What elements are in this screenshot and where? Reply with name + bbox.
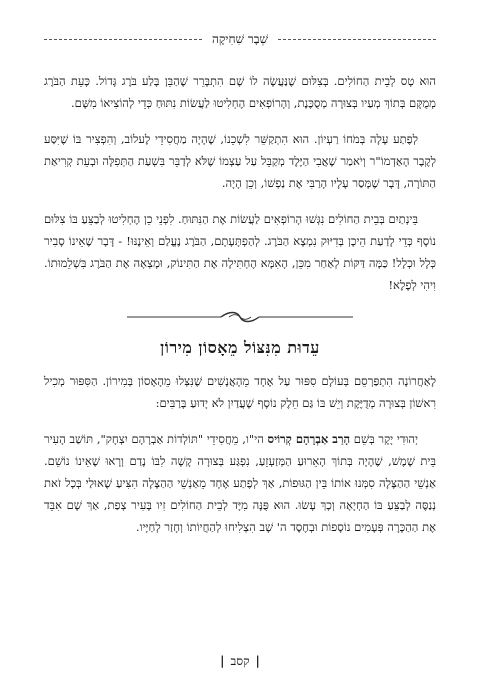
running-head bbox=[44, 30, 436, 48]
paragraph-last bbox=[44, 428, 436, 538]
running-head-title: שְׁבָר שִׁחִיקָה bbox=[211, 31, 269, 46]
paragraph-last-after-name: הי"ו, מֵחֲסִידֵי "תּוֹלְדוֹת אַבְרָהָם יִצְחָק", תּוֹשַׁב הָעִיר בֵּית שֶׁמֶשׁ, שֶׁהָיָה בְּתוֹךְ הָאֵרוּעַ הַמְּזַעְזֵעַ, נִפְגַּע בְּצוּרָה קָשָׁה לִבּוֹ נָדַם וְרָאוּ שֶׁאֵינוֹ נוֹשֵׁם. אַנְשֵׁי הַהַצָּלָה סִמְּנוּ אוֹתוֹ בֵּין הַגּוּפוֹת, אַךְ לְפֶתַע אֶחָד מֵאַנְשֵׁי הַהַצָּלָה הִצִּיעַ שֶׁאוּלַי בְּכָל זֹאת נְנַסֶּה לְבַצֵּעַ בּוֹ הַחְיָאָה וְכָךְ עָשׂוּ. הוּא פֻּנָּה מִיָּד לְבֵית הַחוֹלִים זִיו בָּעִיר צְפַת, אַךְ שָׁם אִבֵּד אֶת הַהַכָּרָה פְּעָמִים נוֹסָפוֹת וּבְחֶסֶד ה' שָׁב הִצְלִיחוּ לְהַחֲיוֹתוֹ וְחָזַר לְחַיָּיו. bbox=[44, 432, 436, 534]
page-number: קסב bbox=[230, 654, 250, 668]
running-head-rule-right bbox=[278, 39, 436, 40]
running-head-rule-left bbox=[44, 39, 202, 40]
footer-bar-right: | bbox=[255, 654, 260, 668]
person-name: הָרַב אַבְרָהָם קְרוֹיס bbox=[267, 432, 351, 446]
page-footer bbox=[0, 654, 480, 669]
footer-bar-left: | bbox=[220, 654, 225, 668]
paragraph-last-before-name: יְהוּדִי יָקָר בְּשֵׁם bbox=[350, 432, 419, 446]
section-divider-ornament bbox=[84, 310, 396, 324]
section-title: עֵדוּת מִנִּצּוֹל מֵאָסוֹן מִירוֹן bbox=[160, 338, 320, 357]
paragraph-intro: לָאַחֲרוֹנָה הִתְפַּרְסֵם בְּעוֹלָם סִפּוּר עַל אֶחָד מֵהָאֲנָשִׁים שֶׁנִּצְּלוּ מֵהָאָסוֹן בְּמִירוֹן. הַסִּפּוּר מְכִיל רִאשׁוֹן בְּצוּרָה מְדֻיֶּקֶת וְיֵשׁ בּוֹ גַּם חֵלֶק נוֹסָף שֶׁעֲדַיִן לֹא יָדוּעַ בָּרַבִּים: bbox=[44, 374, 436, 410]
paragraph-3: בֵּינְתַיִם בְּבֵית הַחוֹלִים נִגְּשׁוּ הָרוֹפְאִים לַעֲשׂוֹת אֶת הַנִּתּוּחַ. לִפְנֵי כֵן הֶחְלִיטוּ לְבַצֵּעַ בּוֹ צִלּוּם נוֹסָף כְּדֵי לָדַעַת הֵיכָן בְּדִיּוּק נִמְצָא הַבֹּרֶג. לְהַפְתָּעָתָם, הַבֹּרֶג נֶעֱלַם וְאֵינֶנּוּ! - דָּבָר שֶׁאֵינוֹ סָבִיר כְּלָל וּכְלָל! כַּמָּה דַּקּוֹת לְאַחַר מִכֵּן, הָאִמָּא הֶחְתִּילָה אֶת הַתִּינוֹק, וּמָצְאָה אֶת הַבֹּרֶג בִּשְׁלֵמוּתוֹ. וִיהִי לְפֶלֶא! bbox=[44, 212, 436, 292]
paragraph-1: הוּא טָס לְבֵית הַחוֹלִים. בְּצִלּוּם שֶׁנַּעֲשָׂה לוֹ שָׁם הִתְבָּרֵר שֶׁהַבֵּן בָּלַע בֹּרֶג גָּדוֹל. כָּעֵת הַבֹּרֶג מְמֻקָּם בְּתוֹךְ מְעַיו בְּצוּרָה מְסֻכֶּנֶת, וְהָרוֹפְאִים הֶחְלִיטוּ לַעֲשׂוֹת נִתּוּחַ כְּדֵי לְהוֹצִיאוֹ מִשָּׁם. bbox=[44, 74, 436, 110]
divider-ornament-icon bbox=[125, 310, 355, 324]
paragraph-2: לְפֶתַע עָלָה בְּמֹחוֹ רַעְיוֹן. הוּא הִתְקַשֵּׁר לִשְׁכֵנוֹ, שֶׁהָיָה מַחֲסִידֵי לֶעלוֹב, וְהִפְצִיר בּוֹ שֶׁיִּסַּע לְקֶבֶר הָאַדְמוֹ"ר וְיֹאמַר שֶׁאֲבִי הַיֶּלֶד מְקַבֵּל עַל עַצְמוֹ שֶׁלֹּא לְדַבֵּר בִּשְׁעַת הַתְּפִלָּה וּבְעֵת קְרִיאַת הַתּוֹרָה, דָּבָר שֶׁמָּסַר עָלָיו הָרַבִּי אֶת נַפְשׁוֹ, וְכֵן הָיָה. bbox=[44, 132, 436, 190]
